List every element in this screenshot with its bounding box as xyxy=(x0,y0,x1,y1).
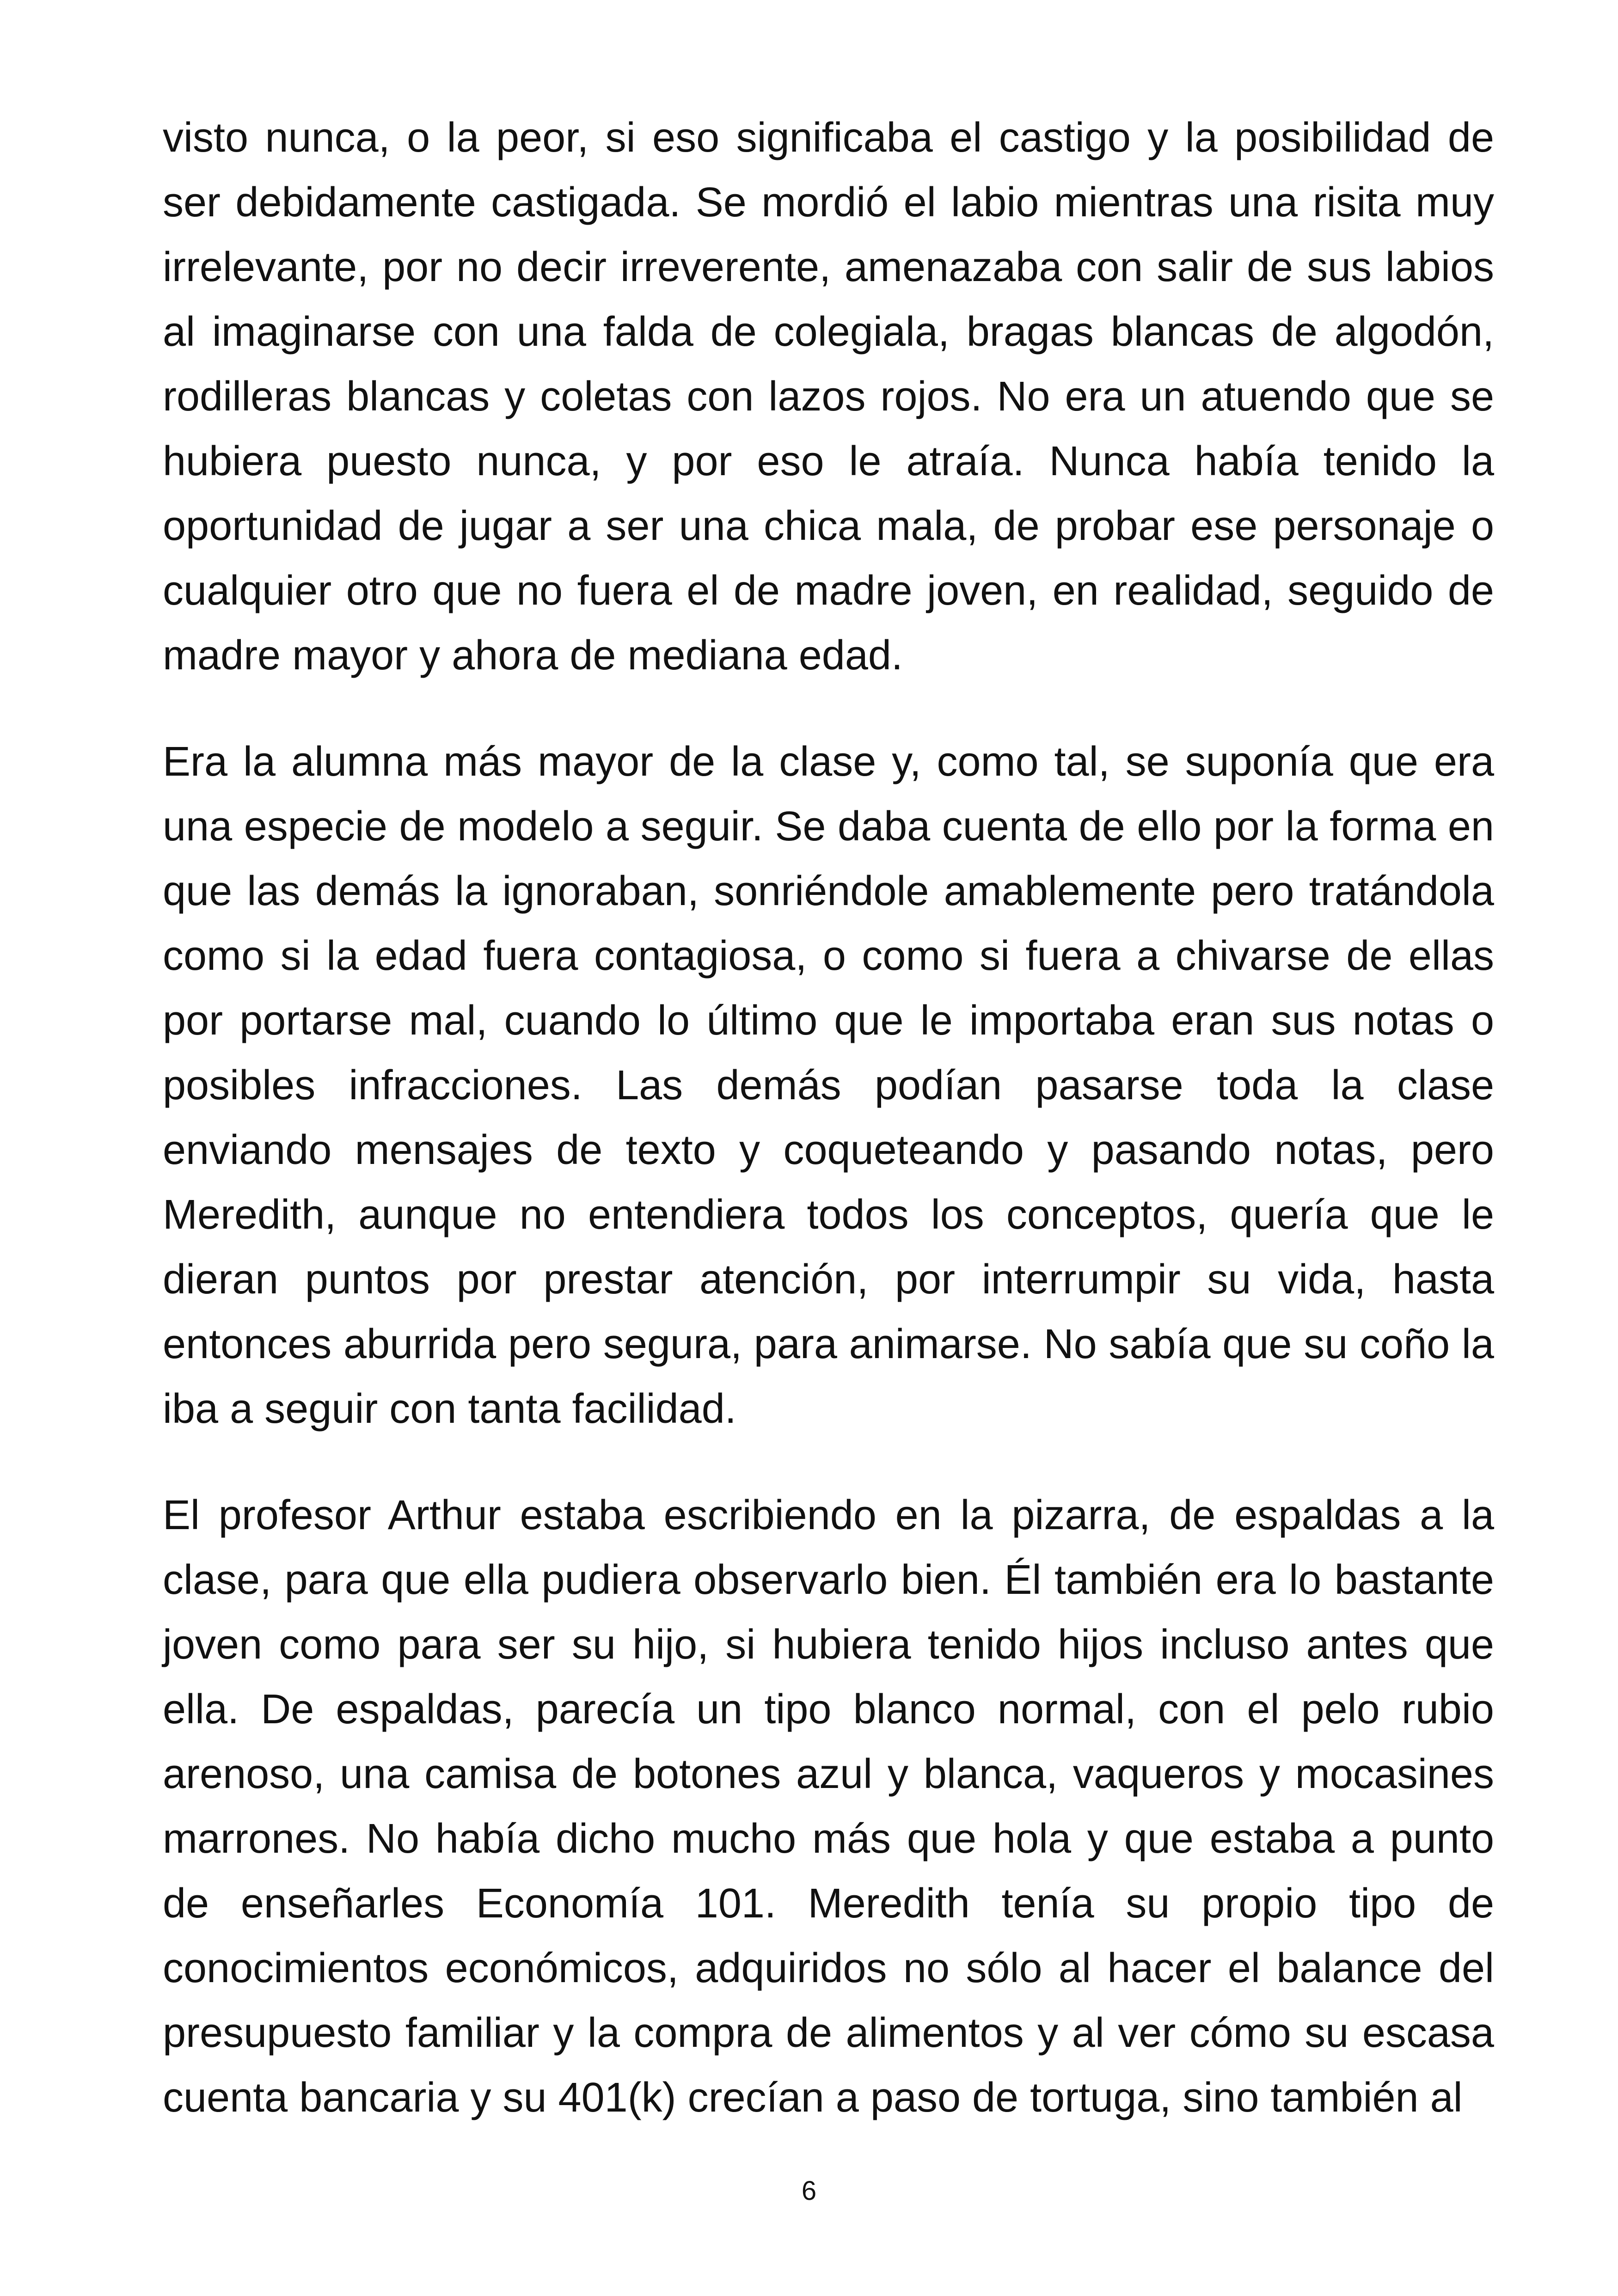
paragraph-3: El profesor Arthur estaba escribiendo en la pizarra, de espaldas a la clase, para que ella pudiera observarlo bien. Él también era lo bastante joven como para ser su hijo, si hubiera tenido hijos incluso antes que ella. De espaldas, parecía un tipo blanco normal, con el pelo rubio arenoso, una camisa de botones azul y blanca, vaqueros y mocasines marrones. No había dicho mucho más que hola y que estaba a punto de enseñarles Economía 101. Meredith tenía su propio tipo de conocimientos económicos, adquiridos no sólo al hacer el balance del presupuesto familiar y la compra de alimentos y al ver cómo su escasa cuenta bancaria y su 401(k) crecían a paso de tortuga, sino también al xyxy=(163,1492,1494,2121)
paragraph-2: Era la alumna más mayor de la clase y, como tal, se suponía que era una especie de modelo a seguir. Se daba cuenta de ello por la forma en que las demás la ignoraban, sonriéndole amablemente pero tratándola como si la edad fuera contagiosa, o como si fuera a chivarse de ellas por portarse mal, cuando lo último que le importaba eran sus notas o posibles infracciones. Las demás podían pasarse toda la clase enviando mensajes de texto y coqueteando y pasando notas, pero Meredith, aunque no entendiera todos los conceptos, quería que le dieran puntos por prestar atención, por interrumpir su vida, hasta entonces aburrida pero segura, para animarse. No sabía que su coño la iba a seguir con tanta facilidad. xyxy=(163,739,1494,1432)
page-number: 6 xyxy=(801,2176,817,2206)
body-text xyxy=(163,105,1494,2172)
paragraph-1: visto nunca, o la peor, si eso significaba el castigo y la posibilidad de ser debidamente castigada. Se mordió el labio mientras una risita muy irrelevante, por no decir irreverente, amenazaba con salir de sus labios al imaginarse con una falda de colegiala, bragas blancas de algodón, rodilleras blancas y coletas con lazos rojos. No era un atuendo que se hubiera puesto nunca, y por eso le atraía. Nunca había tenido la oportunidad de jugar a ser una chica mala, de probar ese personaje o cualquier otro que no fuera el de madre joven, en realidad, seguido de madre mayor y ahora de mediana edad. xyxy=(163,115,1494,679)
